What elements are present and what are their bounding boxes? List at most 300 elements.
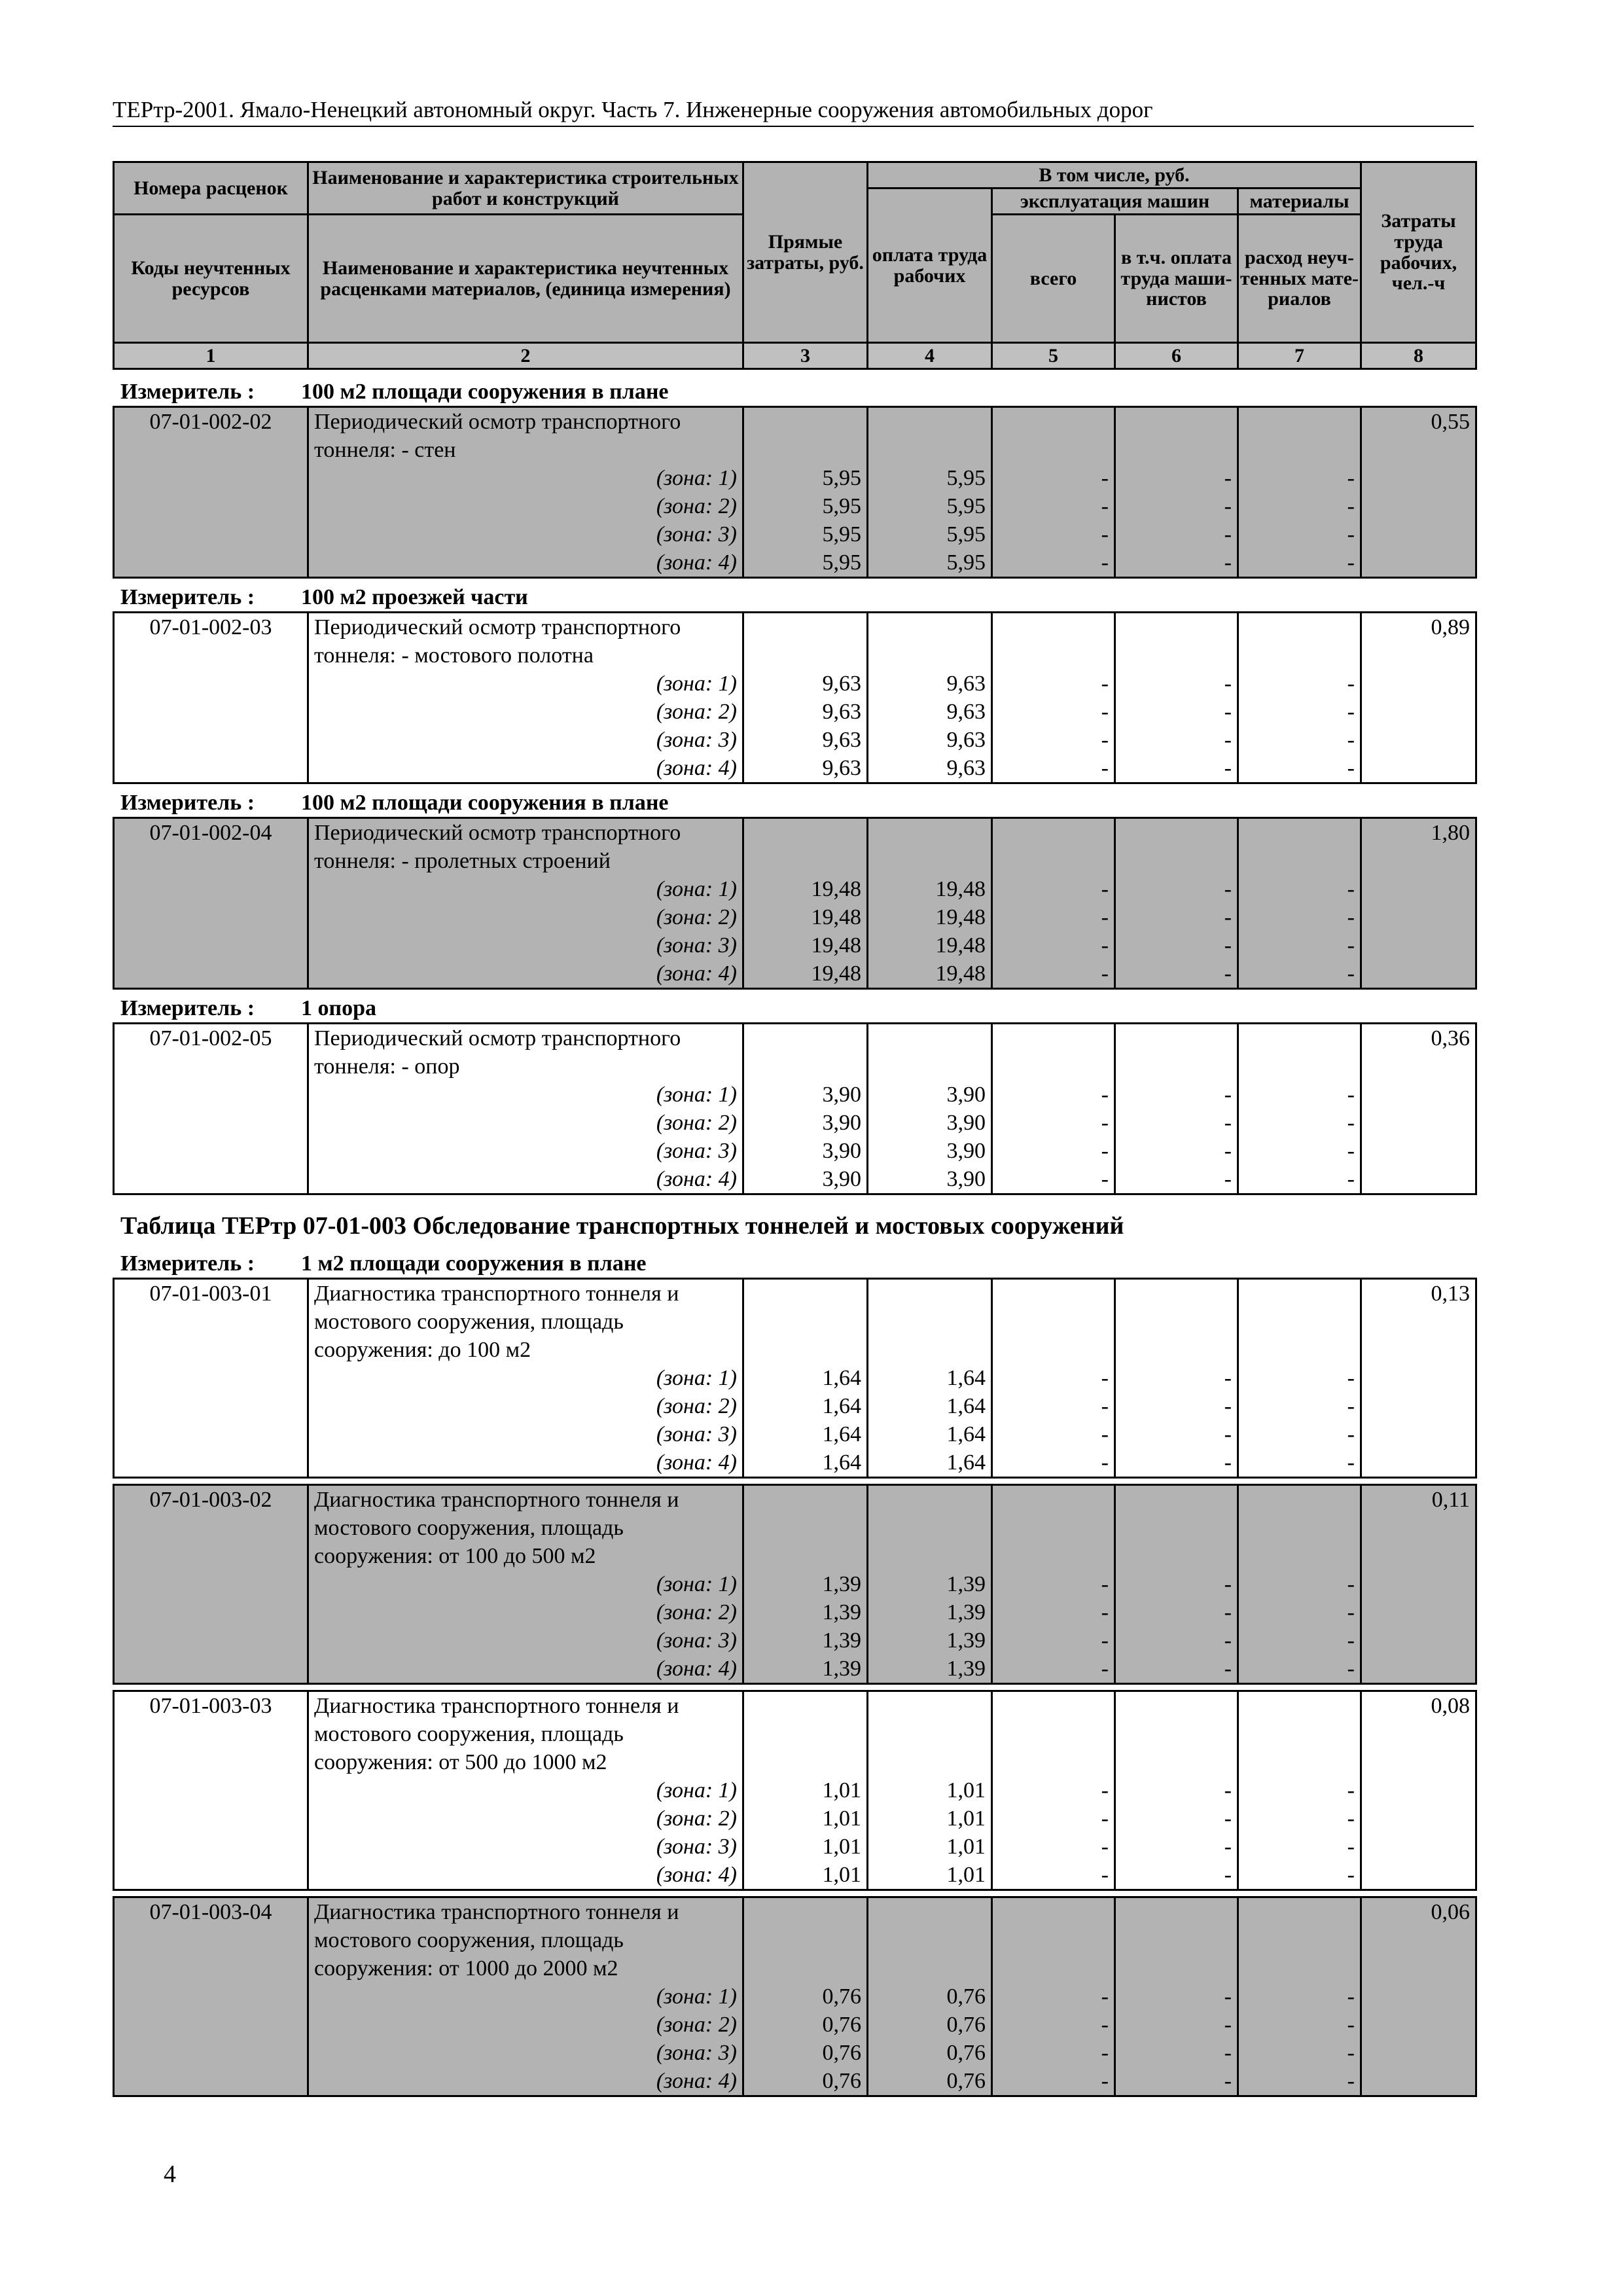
table-title: Таблица ТЕРтр 07-01-003 Обследование транспортных тоннелей и мостовых сооружений xyxy=(120,1212,1124,1240)
column-number: 6 xyxy=(1115,343,1238,369)
worker-pay: 1,01 xyxy=(868,1833,992,1861)
direct-cost: 19,48 xyxy=(743,875,868,903)
machines-total: - xyxy=(992,492,1115,520)
rate-code: 07-01-003-04 xyxy=(114,1897,308,1927)
materials-use: - xyxy=(1238,1165,1361,1194)
measurer-label: Измеритель : xyxy=(120,585,255,609)
zone-row xyxy=(114,1626,1476,1655)
zone-row xyxy=(114,1861,1476,1890)
rate-name-line: сооружения: от 500 до 1000 м2 xyxy=(308,1748,743,1776)
machines-total: - xyxy=(992,2039,1115,2067)
zone-row xyxy=(114,875,1476,903)
rate-block xyxy=(113,611,1477,784)
measurer-unit: 100 м2 площади сооружения в плане xyxy=(301,380,669,404)
labor-cost: 1,80 xyxy=(1361,818,1476,848)
zone-label: (зона: 4) xyxy=(308,960,743,989)
column-number: 5 xyxy=(992,343,1115,369)
rate-title-row xyxy=(114,1052,1476,1081)
machinist-pay: - xyxy=(1115,1392,1238,1420)
machines-total: - xyxy=(992,1982,1115,2011)
materials-use: - xyxy=(1238,1109,1361,1137)
zone-row xyxy=(114,1420,1476,1448)
zone-label: (зона: 4) xyxy=(308,548,743,578)
zone-label: (зона: 1) xyxy=(308,1982,743,2011)
rate-title-row xyxy=(114,436,1476,464)
rate-title-row xyxy=(114,1954,1476,1982)
rate-code: 07-01-003-03 xyxy=(114,1691,308,1721)
machinist-pay: - xyxy=(1115,1982,1238,2011)
materials-use: - xyxy=(1238,1598,1361,1626)
materials-use: - xyxy=(1238,1420,1361,1448)
direct-cost: 0,76 xyxy=(743,2067,868,2096)
machines-total: - xyxy=(992,698,1115,726)
machinist-pay: - xyxy=(1115,1448,1238,1478)
worker-pay: 19,48 xyxy=(868,875,992,903)
machinist-pay: - xyxy=(1115,1420,1238,1448)
materials-use: - xyxy=(1238,2039,1361,2067)
materials-use: - xyxy=(1238,1804,1361,1833)
header-rates-number: Номера расценок xyxy=(114,162,308,215)
rate-title-row xyxy=(114,1336,1476,1364)
materials-use: - xyxy=(1238,2067,1361,2096)
worker-pay: 1,64 xyxy=(868,1420,992,1448)
rate-block xyxy=(113,1896,1477,2097)
machines-total: - xyxy=(992,1570,1115,1598)
zone-label: (зона: 1) xyxy=(308,1364,743,1392)
machinist-pay: - xyxy=(1115,1861,1238,1890)
rate-name-line: Периодический осмотр транспортного xyxy=(308,613,743,642)
measurer-line xyxy=(113,789,1475,817)
worker-pay: 1,64 xyxy=(868,1448,992,1478)
labor-cost: 0,89 xyxy=(1361,613,1476,642)
machines-total: - xyxy=(992,520,1115,548)
machines-total: - xyxy=(992,1626,1115,1655)
worker-pay: 9,63 xyxy=(868,670,992,698)
zone-row xyxy=(114,520,1476,548)
zone-row xyxy=(114,548,1476,578)
rate-block xyxy=(113,406,1477,579)
worker-pay: 1,01 xyxy=(868,1804,992,1833)
worker-pay: 0,76 xyxy=(868,2011,992,2039)
materials-use: - xyxy=(1238,548,1361,578)
rate-title-row xyxy=(114,1308,1476,1336)
worker-pay: 0,76 xyxy=(868,1982,992,2011)
worker-pay: 1,01 xyxy=(868,1776,992,1804)
zone-row xyxy=(114,1655,1476,1684)
page-number: 4 xyxy=(164,2161,176,2188)
machines-total: - xyxy=(992,726,1115,754)
direct-cost: 9,63 xyxy=(743,698,868,726)
worker-pay: 0,76 xyxy=(868,2039,992,2067)
direct-cost: 1,64 xyxy=(743,1420,868,1448)
machines-total: - xyxy=(992,1833,1115,1861)
zone-label: (зона: 2) xyxy=(308,1804,743,1833)
direct-cost: 1,39 xyxy=(743,1655,868,1684)
machinist-pay: - xyxy=(1115,1570,1238,1598)
zone-row xyxy=(114,1364,1476,1392)
rate-title-row xyxy=(114,1748,1476,1776)
rate-title-row xyxy=(114,1514,1476,1542)
rate-title-row xyxy=(114,1691,1476,1721)
direct-cost: 9,63 xyxy=(743,726,868,754)
direct-cost: 0,76 xyxy=(743,2039,868,2067)
machinist-pay: - xyxy=(1115,754,1238,783)
zone-label: (зона: 4) xyxy=(308,1448,743,1478)
machinist-pay: - xyxy=(1115,2067,1238,2096)
zone-label: (зона: 3) xyxy=(308,2039,743,2067)
zone-row xyxy=(114,1833,1476,1861)
zone-row xyxy=(114,1982,1476,2011)
machinist-pay: - xyxy=(1115,1364,1238,1392)
direct-cost: 0,76 xyxy=(743,1982,868,2011)
machines-total: - xyxy=(992,2011,1115,2039)
measurer-line xyxy=(113,584,1475,611)
rate-name-line: Диагностика транспортного тоннеля и xyxy=(308,1691,743,1721)
rate-block xyxy=(113,1278,1477,1479)
direct-cost: 1,01 xyxy=(743,1804,868,1833)
zone-label: (зона: 3) xyxy=(308,1626,743,1655)
rate-name-line: Периодический осмотр транспортного xyxy=(308,818,743,848)
materials-use: - xyxy=(1238,875,1361,903)
column-number: 1 xyxy=(114,343,308,369)
measurer-label: Измеритель : xyxy=(120,1251,255,1276)
machines-total: - xyxy=(992,1081,1115,1109)
materials-use: - xyxy=(1238,1448,1361,1478)
zone-row xyxy=(114,1804,1476,1833)
rate-block xyxy=(113,1690,1477,1891)
rate-block xyxy=(113,1484,1477,1685)
rate-title-row xyxy=(114,1542,1476,1570)
machines-total: - xyxy=(992,875,1115,903)
machines-total: - xyxy=(992,1392,1115,1420)
machines-total: - xyxy=(992,1109,1115,1137)
rate-title-row xyxy=(114,407,1476,437)
rate-name-line: Диагностика транспортного тоннеля и xyxy=(308,1485,743,1515)
zone-row xyxy=(114,960,1476,989)
table-header xyxy=(113,161,1477,370)
column-number: 8 xyxy=(1361,343,1476,369)
materials-use: - xyxy=(1238,520,1361,548)
zone-row xyxy=(114,464,1476,492)
materials-use: - xyxy=(1238,1776,1361,1804)
machines-total: - xyxy=(992,754,1115,783)
header-including: В том числе, руб. xyxy=(868,162,1361,188)
direct-cost: 3,90 xyxy=(743,1165,868,1194)
machines-total: - xyxy=(992,1861,1115,1890)
direct-cost: 5,95 xyxy=(743,492,868,520)
machines-total: - xyxy=(992,2067,1115,2096)
worker-pay: 5,95 xyxy=(868,520,992,548)
machines-total: - xyxy=(992,1137,1115,1165)
page-header: ТЕРтр-2001. Ямало-Ненецкий автономный округ. Часть 7. Инженерные сооружения автомобильных дорог xyxy=(113,97,1474,127)
materials-use: - xyxy=(1238,1081,1361,1109)
machinist-pay: - xyxy=(1115,670,1238,698)
zone-label: (зона: 3) xyxy=(308,520,743,548)
header-materials: материалы xyxy=(1238,188,1361,215)
materials-use: - xyxy=(1238,1833,1361,1861)
machinist-pay: - xyxy=(1115,698,1238,726)
rate-title-row xyxy=(114,1720,1476,1748)
direct-cost: 3,90 xyxy=(743,1081,868,1109)
zone-label: (зона: 3) xyxy=(308,1833,743,1861)
zone-row xyxy=(114,726,1476,754)
rate-code: 07-01-003-01 xyxy=(114,1279,308,1308)
direct-cost: 1,01 xyxy=(743,1776,868,1804)
zone-row xyxy=(114,1598,1476,1626)
zone-label: (зона: 1) xyxy=(308,1570,743,1598)
zone-row xyxy=(114,698,1476,726)
zone-label: (зона: 2) xyxy=(308,903,743,931)
machines-total: - xyxy=(992,960,1115,989)
zone-row xyxy=(114,670,1476,698)
materials-use: - xyxy=(1238,1982,1361,2011)
rate-name-line: тоннеля: - опор xyxy=(308,1052,743,1081)
materials-use: - xyxy=(1238,1861,1361,1890)
machinist-pay: - xyxy=(1115,726,1238,754)
measurer-label: Измеритель : xyxy=(120,380,255,404)
worker-pay: 1,39 xyxy=(868,1570,992,1598)
column-number: 7 xyxy=(1238,343,1361,369)
worker-pay: 1,01 xyxy=(868,1861,992,1890)
labor-cost: 0,36 xyxy=(1361,1024,1476,1053)
worker-pay: 1,39 xyxy=(868,1598,992,1626)
zone-label: (зона: 3) xyxy=(308,726,743,754)
labor-cost: 0,55 xyxy=(1361,407,1476,437)
machines-total: - xyxy=(992,464,1115,492)
zone-label: (зона: 4) xyxy=(308,1165,743,1194)
column-number: 4 xyxy=(868,343,992,369)
machinist-pay: - xyxy=(1115,2011,1238,2039)
direct-cost: 1,39 xyxy=(743,1598,868,1626)
header-machinist-pay: в т.ч. оплата труда маши-нистов xyxy=(1115,215,1238,343)
direct-cost: 1,01 xyxy=(743,1833,868,1861)
zone-row xyxy=(114,754,1476,783)
direct-cost: 1,64 xyxy=(743,1364,868,1392)
rate-code: 07-01-003-02 xyxy=(114,1485,308,1515)
header-direct-costs: Прямые затраты, руб. xyxy=(743,162,868,343)
machinist-pay: - xyxy=(1115,1165,1238,1194)
machinist-pay: - xyxy=(1115,1776,1238,1804)
zone-row xyxy=(114,903,1476,931)
worker-pay: 9,63 xyxy=(868,698,992,726)
rate-block xyxy=(113,1022,1477,1195)
rate-name-line: мостового сооружения, площадь xyxy=(308,1308,743,1336)
rate-code: 07-01-002-04 xyxy=(114,818,308,848)
machinist-pay: - xyxy=(1115,520,1238,548)
worker-pay: 1,64 xyxy=(868,1392,992,1420)
zone-row xyxy=(114,2039,1476,2067)
header-machines: эксплуатация машин xyxy=(992,188,1238,215)
machines-total: - xyxy=(992,1655,1115,1684)
materials-use: - xyxy=(1238,492,1361,520)
zone-row xyxy=(114,1776,1476,1804)
direct-cost: 5,95 xyxy=(743,520,868,548)
rate-name-line: Периодический осмотр транспортного xyxy=(308,407,743,437)
direct-cost: 19,48 xyxy=(743,931,868,960)
worker-pay: 9,63 xyxy=(868,754,992,783)
rate-name-line: мостового сооружения, площадь xyxy=(308,1926,743,1954)
zone-row xyxy=(114,1165,1476,1194)
rate-title-row xyxy=(114,847,1476,875)
measurer-unit: 100 м2 площади сооружения в плане xyxy=(301,791,669,815)
zone-row xyxy=(114,1392,1476,1420)
direct-cost: 3,90 xyxy=(743,1137,868,1165)
rate-title-row xyxy=(114,613,1476,642)
rate-name-line: мостового сооружения, площадь xyxy=(308,1720,743,1748)
direct-cost: 3,90 xyxy=(743,1109,868,1137)
rate-code: 07-01-002-05 xyxy=(114,1024,308,1053)
rate-title-row xyxy=(114,1279,1476,1308)
rate-name-line: тоннеля: - мостового полотна xyxy=(308,641,743,670)
header-materials-name: Наименование и характеристика неучтенных расценками материалов, (единица измерения) xyxy=(308,215,743,343)
measurer-unit: 100 м2 проезжей части xyxy=(301,585,528,609)
zone-label: (зона: 3) xyxy=(308,931,743,960)
worker-pay: 1,64 xyxy=(868,1364,992,1392)
labor-cost: 0,08 xyxy=(1361,1691,1476,1721)
direct-cost: 9,63 xyxy=(743,754,868,783)
direct-cost: 1,64 xyxy=(743,1448,868,1478)
materials-use: - xyxy=(1238,931,1361,960)
direct-cost: 1,64 xyxy=(743,1392,868,1420)
machines-total: - xyxy=(992,670,1115,698)
machines-total: - xyxy=(992,548,1115,578)
materials-use: - xyxy=(1238,1392,1361,1420)
header-labor-costs: Затраты труда рабочих, чел.-ч xyxy=(1361,162,1476,343)
header-machines-total: всего xyxy=(992,215,1115,343)
zone-label: (зона: 2) xyxy=(308,1109,743,1137)
direct-cost: 1,39 xyxy=(743,1570,868,1598)
rate-code: 07-01-002-02 xyxy=(114,407,308,437)
rate-name-line: тоннеля: - стен xyxy=(308,436,743,464)
machines-total: - xyxy=(992,1804,1115,1833)
measurer-line xyxy=(113,1250,1475,1278)
zone-row xyxy=(114,1137,1476,1165)
materials-use: - xyxy=(1238,1570,1361,1598)
worker-pay: 3,90 xyxy=(868,1081,992,1109)
worker-pay: 3,90 xyxy=(868,1109,992,1137)
zone-label: (зона: 4) xyxy=(308,2067,743,2096)
machines-total: - xyxy=(992,1165,1115,1194)
machines-total: - xyxy=(992,903,1115,931)
zone-label: (зона: 2) xyxy=(308,492,743,520)
direct-cost: 1,01 xyxy=(743,1861,868,1890)
zone-row xyxy=(114,2011,1476,2039)
machinist-pay: - xyxy=(1115,1081,1238,1109)
worker-pay: 5,95 xyxy=(868,548,992,578)
rate-code: 07-01-002-03 xyxy=(114,613,308,642)
rate-title-row xyxy=(114,1024,1476,1053)
header-materials-use: расход неуч-тенных мате-риалов xyxy=(1238,215,1361,343)
header-work-name: Наименование и характеристика строительных работ и конструкций xyxy=(308,162,743,215)
machinist-pay: - xyxy=(1115,2039,1238,2067)
machines-total: - xyxy=(992,1420,1115,1448)
zone-row xyxy=(114,2067,1476,2096)
zone-label: (зона: 1) xyxy=(308,1081,743,1109)
machines-total: - xyxy=(992,1776,1115,1804)
rate-name-line: Диагностика транспортного тоннеля и xyxy=(308,1897,743,1927)
materials-use: - xyxy=(1238,698,1361,726)
zone-label: (зона: 4) xyxy=(308,1655,743,1684)
direct-cost: 5,95 xyxy=(743,548,868,578)
direct-cost: 5,95 xyxy=(743,464,868,492)
zone-row xyxy=(114,1570,1476,1598)
machinist-pay: - xyxy=(1115,960,1238,989)
machines-total: - xyxy=(992,1598,1115,1626)
direct-cost: 19,48 xyxy=(743,960,868,989)
measurer-label: Измеритель : xyxy=(120,791,255,815)
worker-pay: 19,48 xyxy=(868,903,992,931)
zone-row xyxy=(114,1448,1476,1478)
worker-pay: 1,39 xyxy=(868,1626,992,1655)
machinist-pay: - xyxy=(1115,1833,1238,1861)
rate-title-row xyxy=(114,641,1476,670)
machinist-pay: - xyxy=(1115,464,1238,492)
rate-name-line: сооружения: до 100 м2 xyxy=(308,1336,743,1364)
materials-use: - xyxy=(1238,726,1361,754)
worker-pay: 0,76 xyxy=(868,2067,992,2096)
labor-cost: 0,13 xyxy=(1361,1279,1476,1308)
worker-pay: 3,90 xyxy=(868,1165,992,1194)
materials-use: - xyxy=(1238,1137,1361,1165)
materials-use: - xyxy=(1238,960,1361,989)
materials-use: - xyxy=(1238,670,1361,698)
measurer-line xyxy=(113,995,1475,1022)
direct-cost: 9,63 xyxy=(743,670,868,698)
machines-total: - xyxy=(992,931,1115,960)
machinist-pay: - xyxy=(1115,548,1238,578)
zone-row xyxy=(114,492,1476,520)
zone-row xyxy=(114,1109,1476,1137)
direct-cost: 1,39 xyxy=(743,1626,868,1655)
zone-row xyxy=(114,1081,1476,1109)
column-number: 3 xyxy=(743,343,868,369)
zone-label: (зона: 2) xyxy=(308,2011,743,2039)
column-number: 2 xyxy=(308,343,743,369)
machinist-pay: - xyxy=(1115,1626,1238,1655)
zone-row xyxy=(114,931,1476,960)
materials-use: - xyxy=(1238,1364,1361,1392)
rate-name-line: Диагностика транспортного тоннеля и xyxy=(308,1279,743,1308)
materials-use: - xyxy=(1238,903,1361,931)
rate-title-row xyxy=(114,818,1476,848)
worker-pay: 9,63 xyxy=(868,726,992,754)
measurer-label: Измеритель : xyxy=(120,996,255,1020)
materials-use: - xyxy=(1238,754,1361,783)
machinist-pay: - xyxy=(1115,492,1238,520)
machinist-pay: - xyxy=(1115,1804,1238,1833)
zone-label: (зона: 2) xyxy=(308,698,743,726)
labor-cost: 0,06 xyxy=(1361,1897,1476,1927)
rate-name-line: тоннеля: - пролетных строений xyxy=(308,847,743,875)
zone-label: (зона: 1) xyxy=(308,464,743,492)
machinist-pay: - xyxy=(1115,1598,1238,1626)
header-worker-pay: оплата труда рабочих xyxy=(868,188,992,343)
zone-label: (зона: 1) xyxy=(308,875,743,903)
worker-pay: 5,95 xyxy=(868,464,992,492)
machinist-pay: - xyxy=(1115,1137,1238,1165)
direct-cost: 0,76 xyxy=(743,2011,868,2039)
machinist-pay: - xyxy=(1115,1655,1238,1684)
materials-use: - xyxy=(1238,464,1361,492)
measurer-line xyxy=(113,378,1475,406)
labor-cost: 0,11 xyxy=(1361,1485,1476,1515)
materials-use: - xyxy=(1238,1626,1361,1655)
zone-label: (зона: 2) xyxy=(308,1392,743,1420)
worker-pay: 5,95 xyxy=(868,492,992,520)
measurer-unit: 1 опора xyxy=(301,996,376,1020)
worker-pay: 1,39 xyxy=(868,1655,992,1684)
rate-title-row xyxy=(114,1926,1476,1954)
